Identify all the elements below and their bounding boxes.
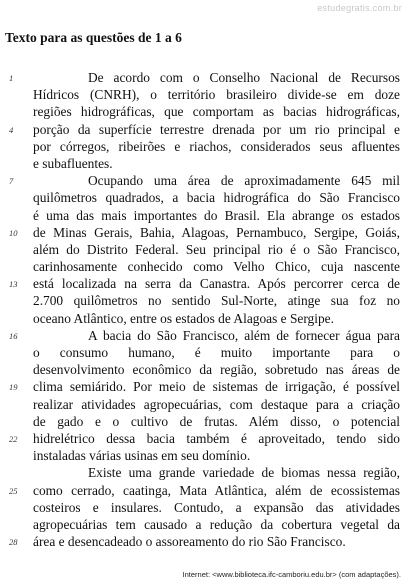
- line-text: área e desencadeado o assoreamento do rio São Francisco.: [33, 534, 346, 550]
- text-line: [0, 292, 407, 309]
- text-line: [0, 482, 407, 499]
- text-line: [0, 138, 407, 155]
- line-text: hidrelétrico dessa bacia também é aproveitado, tendo sido: [33, 430, 400, 446]
- source-citation: Internet: <www.biblioteca.ifc-camboriu.edu.br> (com adaptações).: [182, 570, 401, 579]
- text-line: [0, 103, 407, 120]
- text-line: [0, 86, 407, 103]
- text-line: [0, 172, 407, 189]
- text-line: [0, 207, 407, 224]
- text-line: [0, 499, 407, 516]
- line-number: 22: [9, 433, 18, 444]
- text-line: [0, 533, 407, 550]
- line-text: costeiros e insulares. Contudo, a expansão das atividades: [33, 499, 400, 515]
- line-text: A bacia do São Francisco, além de fornecer água para: [88, 327, 400, 343]
- line-text: o consumo humano, é muito importante para o: [33, 345, 400, 360]
- text-line: [0, 430, 407, 447]
- text-line: [0, 413, 407, 430]
- line-text: Existe uma grande variedade de biomas nessa região,: [88, 465, 400, 481]
- line-text: por córregos, ribeirões e riachos, considerados seus afluentes: [33, 138, 400, 154]
- line-text: instaladas várias usinas em seu domínio.: [33, 448, 251, 464]
- text-line: [0, 155, 407, 172]
- text-line: [0, 396, 407, 413]
- line-text: carinhosamente conhecido como Velho Chico, cuja nascente: [33, 259, 400, 275]
- line-text: e subafluentes.: [33, 155, 113, 171]
- text-body: [0, 69, 407, 550]
- text-line: [0, 241, 407, 258]
- line-text: de Minas Gerais, Bahia, Alagoas, Pernambuco, Sergipe, Goiás,: [33, 224, 400, 240]
- line-number: 10: [9, 227, 18, 238]
- line-text: oceano Atlântico, entre os estados de Alagoas e Sergipe.: [33, 310, 334, 326]
- line-text: está localizada na serra da Canastra. Após percorrer cerca de: [33, 276, 400, 292]
- line-text: desenvolvimento econômico da região, sobretudo nas áreas de: [33, 362, 400, 378]
- line-text: porção da superfície terrestre drenada por um rio principal e: [33, 121, 400, 137]
- text-line: [0, 447, 407, 464]
- line-text: é uma das mais importantes do Brasil. Ela abrange os estados: [33, 207, 400, 223]
- text-line: [0, 258, 407, 275]
- text-line: [0, 69, 407, 86]
- line-text: além do Distrito Federal. Seu principal rio é o São Francisco,: [33, 241, 400, 257]
- text-line: [0, 344, 407, 361]
- text-line: [0, 378, 407, 395]
- text-line: [0, 121, 407, 138]
- line-number: 19: [9, 382, 18, 393]
- line-text: realizar atividades agropecuárias, com destaque para a criação: [33, 396, 400, 412]
- line-number: 4: [9, 124, 14, 135]
- line-text: regiões hidrográficas, que comportam as bacias hidrográficas,: [33, 104, 400, 120]
- line-text: De acordo com o Conselho Nacional de Recursos: [88, 70, 400, 85]
- page-title: Texto para as questões de 1 a 6: [5, 30, 182, 45]
- line-text: agropecuárias tem causado a redução da cobertura vegetal da: [33, 516, 400, 532]
- text-line: [0, 464, 407, 481]
- line-text: de gado e o cultivo de frutas. Além disso, o potencial: [33, 413, 400, 429]
- line-number: 16: [9, 330, 18, 341]
- text-line: [0, 516, 407, 533]
- line-number: 25: [9, 485, 18, 496]
- text-line: [0, 224, 407, 241]
- line-text: quilômetros quadrados, a bacia hidrográfica do São Francisco: [33, 190, 400, 206]
- line-number: 7: [9, 176, 14, 187]
- line-number: 28: [9, 537, 18, 548]
- text-line: [0, 327, 407, 344]
- line-number: 1: [9, 73, 14, 83]
- line-text: como cerrado, caatinga, Mata Atlântica, além de ecossistemas: [33, 482, 400, 498]
- line-text: 2.700 quilômetros no sentido Sul-Norte, atinge sua foz no: [33, 293, 400, 309]
- line-text: Ocupando uma área de aproximadamente 645 mil: [88, 173, 400, 189]
- watermark: estudegratis.com.br: [317, 3, 402, 13]
- line-text: clima semiárido. Por meio de sistemas de irrigação, é possível: [33, 379, 400, 395]
- text-line: [0, 310, 407, 327]
- text-line: [0, 189, 407, 206]
- line-text: Hídricos (CNRH), o território brasileiro divide-se em doze: [33, 87, 400, 103]
- line-number: 13: [9, 279, 18, 290]
- text-line: [0, 361, 407, 378]
- text-line: [0, 275, 407, 292]
